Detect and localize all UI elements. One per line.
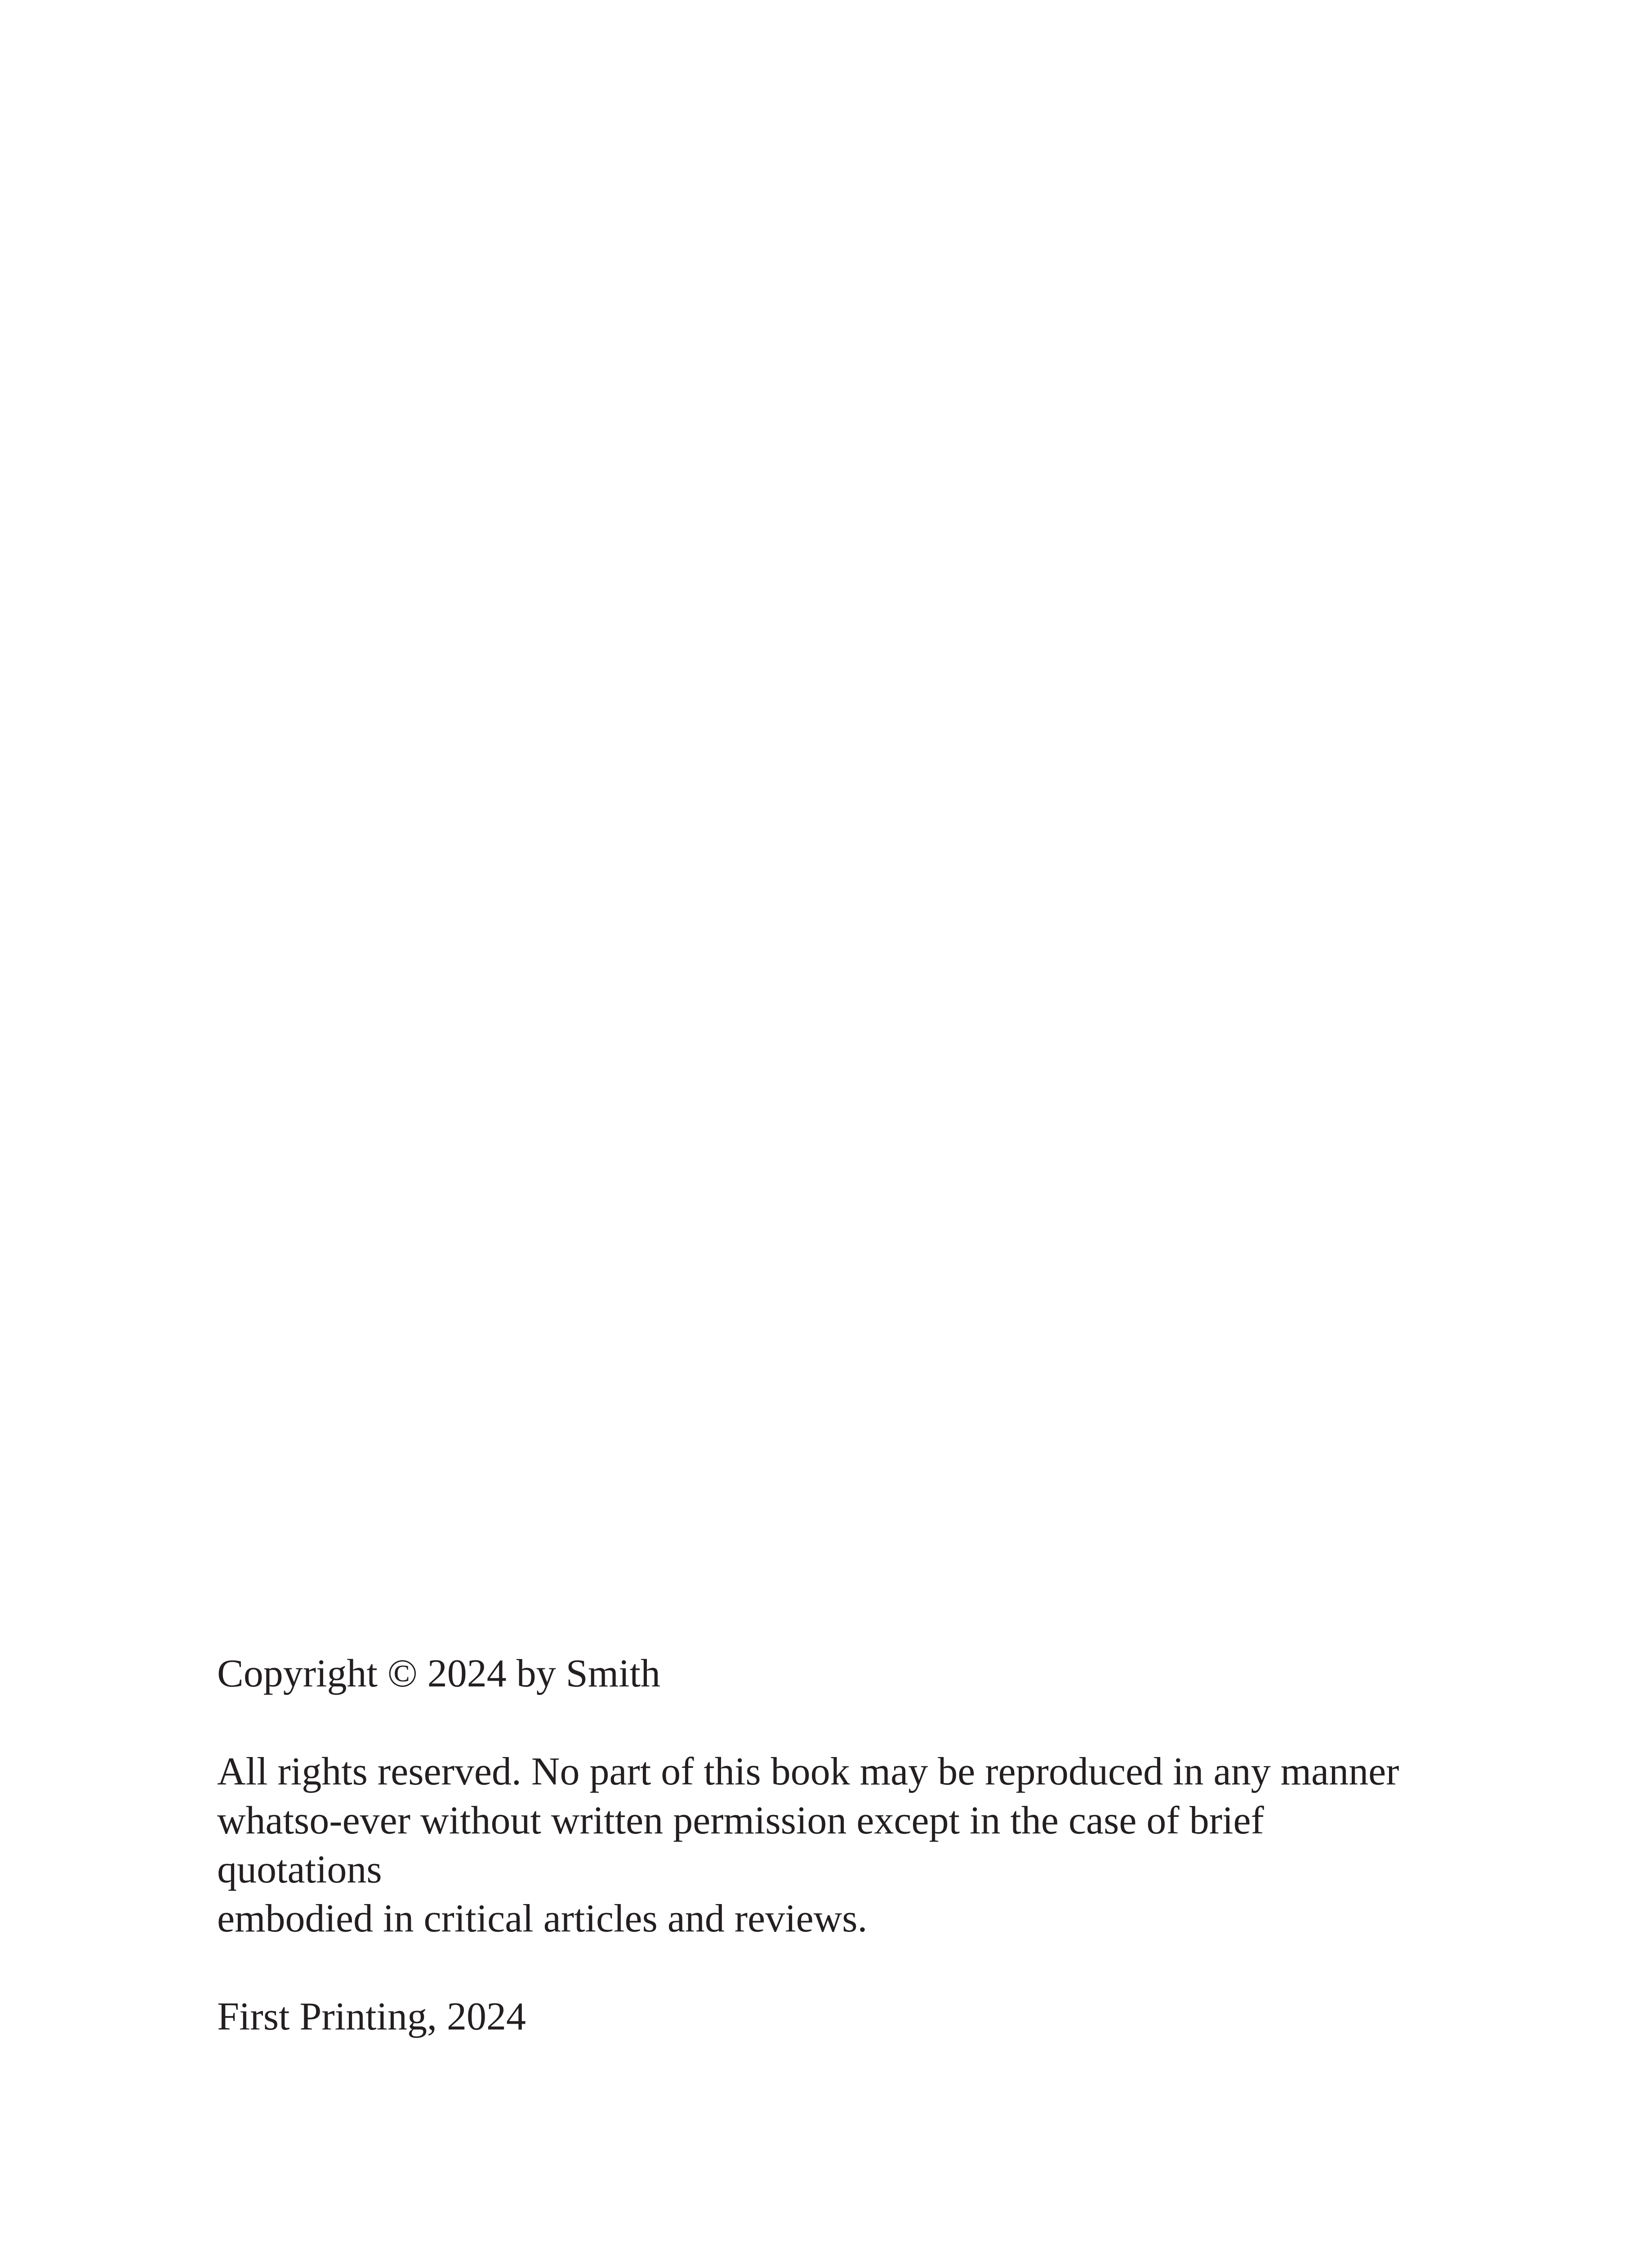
spacer [217,1698,1521,1747]
rights-line: quotations [217,1848,382,1891]
rights-line: embodied in critical articles and reviews. [217,1897,868,1940]
spacer [217,1943,1521,1992]
rights-line: All rights reserved. No part of this book may be reproduced in any manner [217,1750,1399,1793]
copyright-block [217,1649,1521,2041]
copyright-line: Copyright © 2024 by Smith [217,1652,661,1695]
printing-line: First Printing, 2024 [217,1995,526,2038]
rights-line: whatso-ever without written permission except in the case of brief [217,1799,1264,1842]
